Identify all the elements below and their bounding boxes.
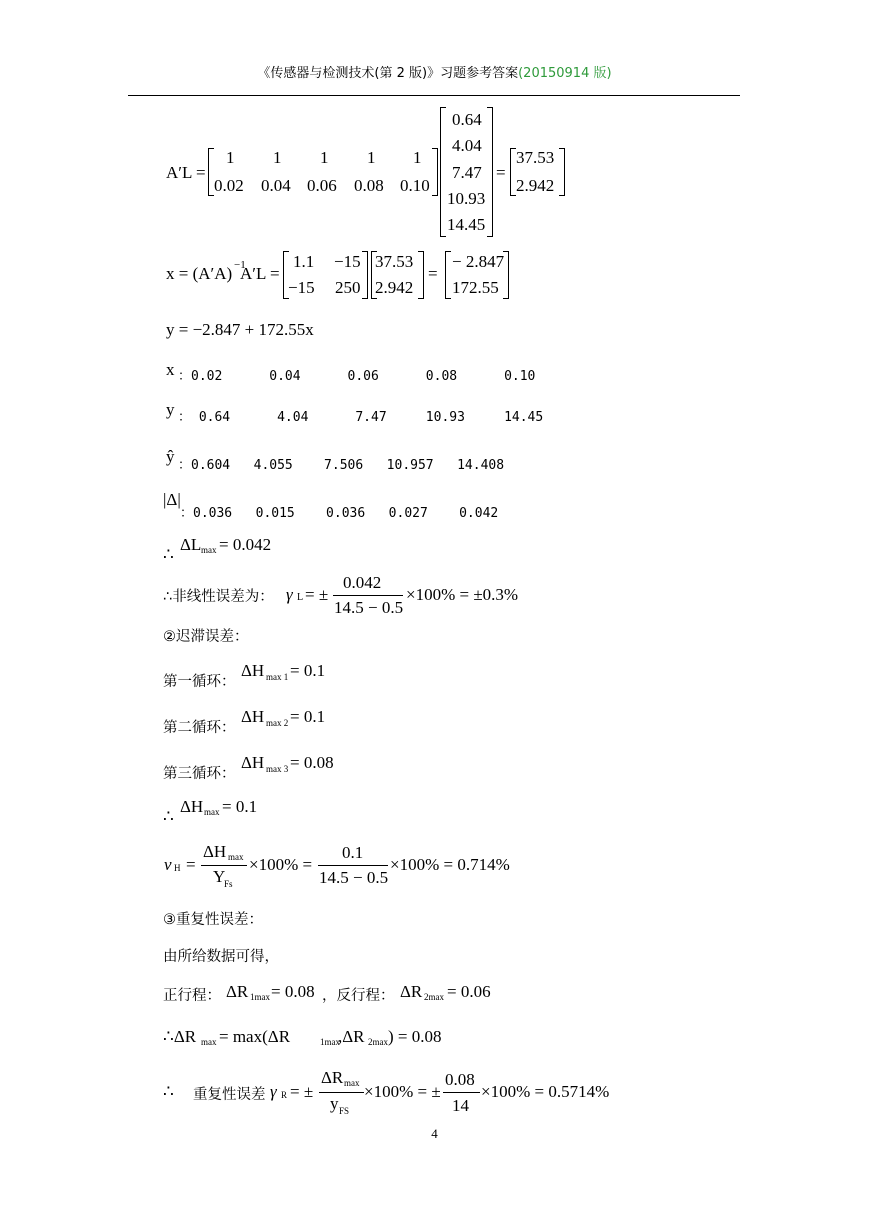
eq1-m1-r2c4: 0.08 [354,176,384,195]
regression-equation: y = −2.847 + 172.55x [166,320,314,339]
rmax-text: ∴ΔR [163,1027,197,1046]
hys-eq: = [186,855,196,874]
delta-l-sub: max [201,545,217,555]
eq1-vec-1: 4.04 [452,136,482,155]
eq1-equals: = [496,163,506,182]
repeatability-intro: 由所给数据可得， [163,949,279,965]
cycle-3-label: 第三循环： [163,766,236,782]
eq2-v-bracket-right [418,251,424,299]
therefore-symbol: ∴ [163,545,174,564]
hys-num2: 0.1 [342,843,364,862]
eq1-m1-r2c2: 0.04 [261,176,291,195]
eq1-res-0: 37.53 [516,148,555,167]
hysteresis-title: ②迟滞误差： [163,629,249,645]
cycle-2-val: = 0.1 [290,707,326,726]
row-y-label: y [166,400,175,419]
eq1-vec-3: 10.93 [447,189,486,208]
row-y-values: ： 0.64 4.04 7.47 10.93 14.45 [178,410,544,425]
rmax-sub1: 1max [320,1037,340,1047]
row-delta-values: ：0.036 0.015 0.036 0.027 0.042 [180,506,499,521]
eq1-vec-4: 14.45 [447,215,486,234]
hys-nu-sub: H [174,863,181,873]
eq2-v-0: 37.53 [375,252,414,271]
row-delta-label: |Δ| [163,490,181,509]
eq2-sup: −1 [234,259,246,271]
eq1-res-bracket-right [559,148,565,196]
r1-val: = 0.08 [271,982,315,1001]
eq1-m1-r1c2: 1 [273,148,282,167]
row-x-label: x [166,360,175,379]
row-yhat-label: ŷ [166,447,175,466]
rep-frac2-line [443,1092,480,1093]
hys-nu: ν [164,855,172,874]
hys-tail: ×100% = 0.714% [390,855,510,874]
eq1-m1-r1c5: 1 [413,148,422,167]
delta-h-val: = 0.1 [222,797,258,816]
r1-text: ΔR [226,982,249,1001]
row-x-values: ：0.02 0.04 0.06 0.08 0.10 [178,369,536,384]
hys-den1: Y [213,867,226,886]
reverse-label: ，反行程： [322,988,395,1004]
nonlin-frac-line [333,595,403,596]
eq1-m1-bracket-right [432,148,438,196]
delta-h-sub: max [204,807,220,817]
eq1-res-1: 2.942 [516,176,555,195]
hys-frac1-line [201,865,247,866]
nonlin-num: 0.042 [343,573,382,592]
eq1-m1-r2c3: 0.06 [307,176,337,195]
eq1-lhs: A′L = [166,163,206,182]
cycle-1-val: = 0.1 [290,661,326,680]
eq1-vec-0: 0.64 [452,110,482,129]
nonlin-pm: = ± [305,585,329,604]
eq2-equals: = [428,264,438,283]
header-rule [128,95,740,96]
rep-gamma: γ [270,1082,277,1101]
eq1-vec-bracket-right [487,107,493,237]
rmax-tail: ) = 0.08 [388,1027,442,1046]
hys-num1-sub: max [228,852,244,862]
rmax-sub: max [201,1037,217,1047]
rep-pm: = ± [290,1082,314,1101]
rep-label: 重复性误差 [193,1087,266,1103]
page-number: 4 [431,1126,438,1141]
eq2-lhs: x = (A′A) [166,264,233,283]
nonlin-gamma: γ [286,585,293,604]
rep-den2: 14 [452,1096,469,1115]
forward-label: 正行程： [163,988,221,1004]
eq2-v-1: 2.942 [375,278,414,297]
eq1-m1-r2c5: 0.10 [400,176,430,195]
hys-mid: ×100% = [249,855,313,874]
cycle-1-label: 第一循环： [163,674,236,690]
repeatability-title: ③重复性误差： [163,912,263,928]
cycle-2-label: 第二循环： [163,720,236,736]
eq1-vec-2: 7.47 [452,163,482,182]
nonlin-den: 14.5 − 0.5 [334,598,404,617]
header-title: 《传感器与检测技术(第 2 版)》习题参考答案 [257,66,519,81]
therefore-symbol-2: ∴ [163,807,174,826]
eq2-m-r1c2: −15 [334,252,361,271]
rmax-mid: = max(ΔR [219,1027,291,1046]
therefore-symbol-3: ∴ [163,1082,174,1101]
eq1-m1-r1c1: 1 [226,148,235,167]
cycle-1-sub: max 1 [266,672,289,682]
cycle-3-sub: max 3 [266,764,289,774]
nonlin-tail: ×100% = ±0.3% [406,585,519,604]
delta-l-text: ΔL [180,535,202,554]
rep-mid: ×100% = ± [364,1082,441,1101]
cycle-3-val: = 0.08 [290,753,334,772]
eq1-m1-r2c1: 0.02 [214,176,244,195]
cycle-2-sub: max 2 [266,718,289,728]
hys-frac2-line [318,865,388,866]
rep-frac1-line [319,1092,364,1093]
rep-den1: y [330,1094,339,1113]
hys-den2: 14.5 − 0.5 [319,868,389,887]
r1-sub: 1max [250,992,270,1002]
hys-den1-sub: Fs [224,879,233,889]
hys-num1: ΔH [203,842,227,861]
rep-num1: ΔR [321,1068,344,1087]
eq2-res-1: 172.55 [452,278,499,297]
eq2-res-bracket-left [445,251,451,299]
eq1-m1-r1c4: 1 [367,148,376,167]
nonlin-prefix: ∴非线性误差为： [163,589,274,605]
rep-tail: ×100% = 0.5714% [481,1082,610,1101]
r2-val: = 0.06 [447,982,491,1001]
header-version: (20150914 版) [518,66,612,81]
eq2-m-r2c2: 250 [335,278,361,297]
delta-h-text: ΔH [180,797,204,816]
rmax-comma: ,ΔR [338,1027,365,1046]
eq1-vec-bracket-left [440,107,446,237]
page-header [0,62,869,81]
eq2-m-bracket-right [362,251,368,299]
rmax-sub2: 2max [368,1037,388,1047]
eq2-m-r1c1: 1.1 [293,252,315,271]
rep-num1-sub: max [344,1078,360,1088]
rep-num2: 0.08 [445,1070,475,1089]
eq2-res-0: − 2.847 [452,252,505,271]
r2-text: ΔR [400,982,423,1001]
rep-den1-sub: FS [339,1106,350,1116]
r2-sub: 2max [424,992,444,1002]
rep-gamma-sub: R [281,1090,288,1100]
nonlin-gamma-sub: L [297,592,304,603]
eq2-mid: A′L = [240,264,280,283]
eq1-m1-r1c3: 1 [320,148,329,167]
delta-l-val: = 0.042 [219,535,272,554]
row-yhat-values: ：0.604 4.055 7.506 10.957 14.408 [178,458,505,473]
eq2-m-r2c1: −15 [288,278,315,297]
